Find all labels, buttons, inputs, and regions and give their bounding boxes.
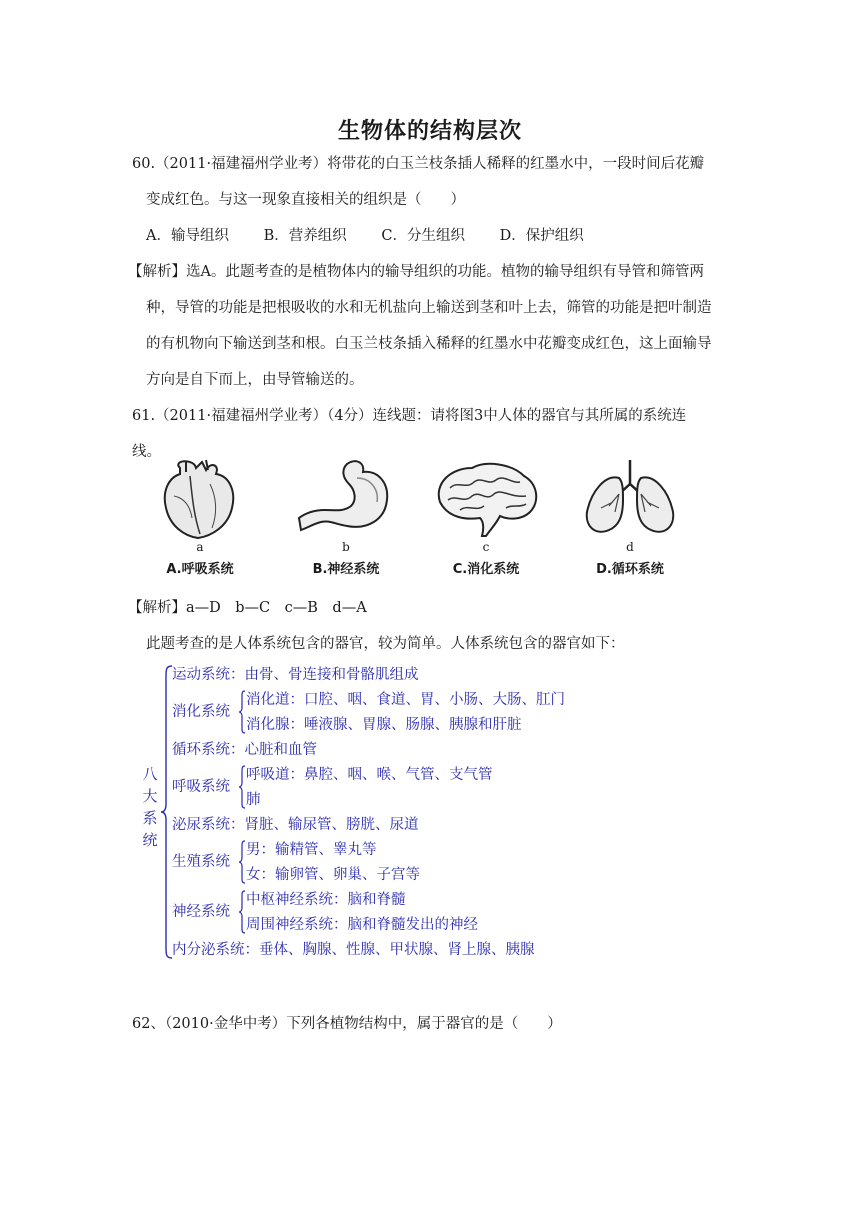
reproductive-system: 生殖系统 [172,854,230,870]
reproductive-brace [238,840,246,884]
eight-systems-tree [140,660,640,970]
organ-figure [140,456,700,588]
q61-stem-line2: 线。 [132,444,161,460]
q60-analysis-line4: 方向是自下而上，由导管输送的。 [146,372,364,388]
organ-d [570,456,690,588]
motor-system: 运动系统：由骨、骨连接和骨骼肌组成 [172,667,419,683]
option-b: B．营养组织 [263,228,347,244]
circulatory-system: 循环系统：心脏和血管 [172,742,317,758]
digestive-tract: 消化道：口腔、咽、食道、胃、小肠、大肠、肛门 [246,692,565,708]
question-62 [132,1006,772,1042]
digestive-brace [238,690,246,734]
page-title: 生物体的结构层次 [337,118,522,144]
option-c: C．分生组织 [381,228,465,244]
respiratory-brace [238,765,246,809]
nervous-system: 神经系统 [172,904,230,920]
stomach-icon [291,456,401,542]
q61-analysis-line1: 【解析】a—D b—C c—B d—A [128,600,367,616]
organ-b-letter: b [342,540,350,554]
organ-d-letter: d [626,540,634,554]
option-a: A．输导组织 [146,228,229,244]
organ-c-system: C.消化系统 [452,562,520,577]
reproductive-female: 女：输卵管、卵巢、子宫等 [246,867,420,883]
urinary-system: 泌尿系统：肾脏、输尿管、膀胱、尿道 [172,817,419,833]
q61-stem-line1: 61.（2011·福建福州学业考）（4分）连线题：请将图3中人体的器官与其所属的系统连 [132,408,687,424]
q62-stem: 62、（2010·金华中考）下列各植物结构中，属于器官的是（ ） [132,1016,562,1032]
heart-icon [150,456,250,542]
reproductive-male: 男：输精管、睾丸等 [246,842,377,858]
digestive-gland: 消化腺：唾液腺、胃腺、肠腺、胰腺和肝脏 [246,717,522,733]
lungs-icon [575,456,685,542]
organ-c-letter: c [482,540,490,554]
q61-analysis [128,590,732,662]
q60-stem-line2: 变成红色。与这一现象直接相关的组织是（ ） [146,192,465,208]
organ-b [286,456,406,588]
respiratory-tract: 呼吸道：鼻腔、咽、喉、气管、支气管 [246,767,493,783]
organ-d-system: D.循环系统 [596,562,664,577]
q60-analysis-line3: 的有机物向下输送到茎和根。白玉兰枝条插入稀释的红墨水中花瓣变成红色，这上面输导 [146,336,712,352]
digestive-system: 消化系统 [172,704,230,720]
q60-analysis-line2: 种，导管的功能是把根吸收的水和无机盐向上输送到茎和叶上去，筛管的功能是把叶制造 [146,300,712,316]
organ-a-system: A.呼吸系统 [166,562,234,577]
question-60 [128,146,732,398]
peripheral-nervous: 周围神经系统：脑和脊髓发出的神经 [246,917,478,933]
option-d: D．保护组织 [499,228,584,244]
organ-a-letter: a [196,540,204,554]
central-nervous: 中枢神经系统：脑和脊髓 [246,892,406,908]
lung: 肺 [246,792,261,808]
organ-c [426,456,546,588]
organ-a [140,456,260,588]
endocrine-system: 内分泌系统：垂体、胸腺、性腺、甲状腺、肾上腺、胰腺 [172,942,535,958]
organ-b-system: B.神经系统 [312,562,380,577]
respiratory-system: 呼吸系统 [172,779,230,795]
q61-analysis-line2: 此题考查的是人体系统包含的器官，较为简单。人体系统包含的器官如下： [146,636,625,652]
q60-options [132,218,732,254]
brain-icon [426,456,546,542]
nervous-brace [238,890,246,934]
q60-stem-line1: 60.（2011·福建福州学业考）将带花的白玉兰枝条插人稀释的红墨水中，一段时间后花瓣 [132,156,705,172]
q60-analysis-line1: 【解析】选A。此题考查的是植物体内的输导组织的功能。植物的输导组织有导管和筛管两 [128,264,704,280]
tree-root-label: 八 大 系 统 [142,765,158,849]
